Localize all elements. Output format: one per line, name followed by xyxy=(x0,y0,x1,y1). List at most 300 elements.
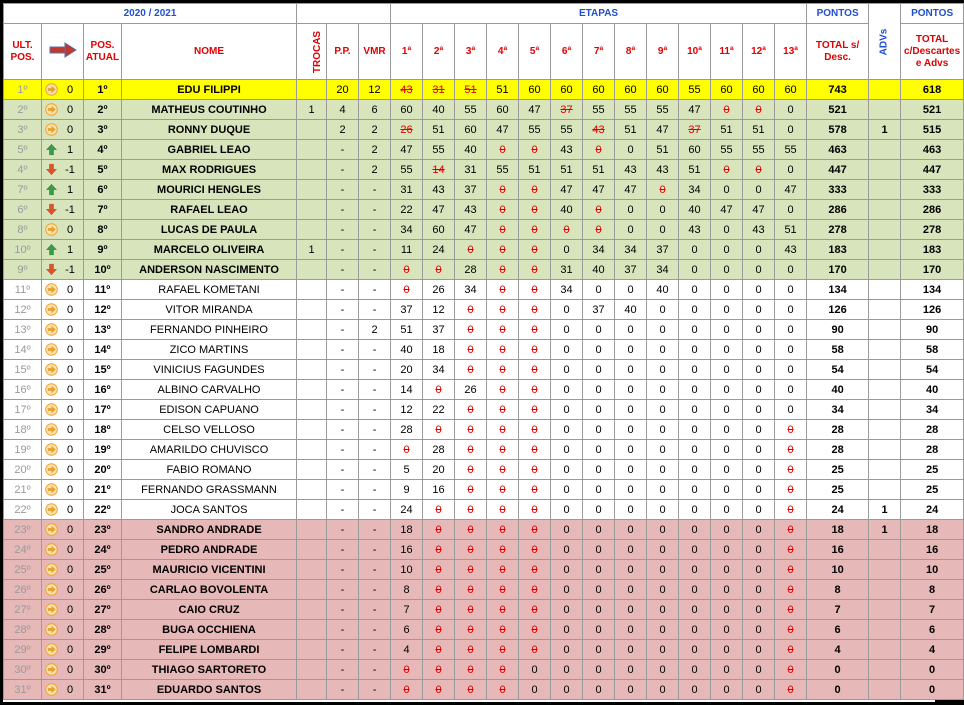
stage-score-cell xyxy=(487,180,519,200)
stage-score-cell xyxy=(775,640,807,660)
trocas-cell xyxy=(297,360,327,380)
change-value: 1 xyxy=(66,243,74,256)
right-arrow-circle-icon xyxy=(45,583,58,596)
stage-score: 0 xyxy=(531,683,538,696)
player-name-cell: FERNANDO PINHEIRO xyxy=(122,320,297,340)
stage-score-cell xyxy=(551,560,583,580)
stage-score-cell xyxy=(647,220,679,240)
right-arrow-circle-icon xyxy=(45,603,58,616)
trocas-cell xyxy=(297,500,327,520)
right-arrow-circle-icon xyxy=(45,643,58,656)
stage-score-cell xyxy=(647,400,679,420)
total-final-cell: 54 xyxy=(901,360,964,380)
stage-score-cell xyxy=(775,380,807,400)
stage-score-cell xyxy=(711,480,743,500)
stage-score: 47 xyxy=(592,183,605,196)
stage-score: 0 xyxy=(755,363,762,376)
stage-score-cell xyxy=(519,240,551,260)
total-final-cell: 447 xyxy=(901,160,964,180)
stage-score-cell xyxy=(519,80,551,100)
stage-score-cell xyxy=(615,380,647,400)
stage-score: 51 xyxy=(560,163,573,176)
stage-score: 0 xyxy=(723,323,730,336)
stage-score: 43 xyxy=(592,123,605,136)
stage-score-cell xyxy=(711,600,743,620)
change-cell xyxy=(42,80,84,100)
stage-score: 60 xyxy=(400,103,413,116)
stage-header: 9ª xyxy=(647,24,679,80)
advs-cell xyxy=(869,160,901,180)
pp-cell: 20 xyxy=(327,80,359,100)
player-name-cell: AMARILDO CHUVISCO xyxy=(122,440,297,460)
stage-score: 0 xyxy=(755,583,762,596)
total-final-cell: 521 xyxy=(901,100,964,120)
stage-score: 40 xyxy=(656,283,669,296)
stage-score: 31 xyxy=(400,183,413,196)
stage-score-cell xyxy=(775,440,807,460)
stage-score-cell xyxy=(551,260,583,280)
stage-score: 55 xyxy=(432,143,445,156)
stage-score: 0 xyxy=(755,383,762,396)
stage-score: 37 xyxy=(624,263,637,276)
stage-score: 0 xyxy=(595,403,602,416)
change-value: 0 xyxy=(66,663,74,676)
right-arrow-circle-icon xyxy=(45,543,58,556)
total-sdesc-cell: 286 xyxy=(807,200,869,220)
stage-score-cell xyxy=(743,140,775,160)
stage-score-cell xyxy=(391,160,423,180)
total-final-cell: 0 xyxy=(901,660,964,680)
stage-score: 0 xyxy=(595,463,602,476)
stage-score: 37 xyxy=(688,123,701,136)
table-row xyxy=(4,220,964,240)
stage-score: 37 xyxy=(592,303,605,316)
pp-cell: - xyxy=(327,220,359,240)
stage-score: 0 xyxy=(787,663,794,676)
current-position-cell: 18º xyxy=(84,420,122,440)
stage-score: 55 xyxy=(592,103,605,116)
last-position-cell: 2º xyxy=(4,100,42,120)
stage-score: 0 xyxy=(467,423,474,436)
stage-score: 34 xyxy=(656,263,669,276)
stage-score: 0 xyxy=(435,423,442,436)
stage-score-cell xyxy=(743,520,775,540)
stage-score-cell xyxy=(487,360,519,380)
stage-score-cell xyxy=(743,680,775,700)
stage-score: 0 xyxy=(659,383,666,396)
change-value: 0 xyxy=(66,443,74,456)
stage-score-cell xyxy=(775,500,807,520)
total-sdesc-cell: 333 xyxy=(807,180,869,200)
stage-score: 0 xyxy=(563,383,570,396)
pp-cell: - xyxy=(327,200,359,220)
stage-score-cell xyxy=(551,620,583,640)
stage-score-cell xyxy=(551,500,583,520)
stage-score-cell xyxy=(679,140,711,160)
stage-score: 0 xyxy=(627,483,634,496)
change-value: 0 xyxy=(66,303,74,316)
change-value: 0 xyxy=(66,483,74,496)
stage-score-cell xyxy=(519,420,551,440)
stage-score-cell xyxy=(583,100,615,120)
stage-score-cell xyxy=(519,520,551,540)
total-final-cell: 18 xyxy=(901,520,964,540)
stage-score-cell xyxy=(583,660,615,680)
right-arrow-circle-icon xyxy=(45,123,58,136)
stage-score: 0 xyxy=(499,403,506,416)
stage-score-cell xyxy=(583,360,615,380)
stage-score: 0 xyxy=(595,323,602,336)
stage-score-cell xyxy=(711,560,743,580)
stage-score-cell xyxy=(551,640,583,660)
total-final-cell: 28 xyxy=(901,440,964,460)
stage-score-cell xyxy=(455,80,487,100)
ranking-table xyxy=(3,3,964,700)
stage-score-cell xyxy=(391,540,423,560)
stage-score: 0 xyxy=(531,183,538,196)
stage-score: 0 xyxy=(499,583,506,596)
stage-score-cell xyxy=(647,160,679,180)
stage-score-cell xyxy=(519,400,551,420)
stage-score-cell xyxy=(455,320,487,340)
change-cell xyxy=(42,180,84,200)
stage-score: 0 xyxy=(787,463,794,476)
pp-cell: - xyxy=(327,680,359,700)
stage-score-cell xyxy=(647,640,679,660)
stage-score: 0 xyxy=(499,363,506,376)
table-row xyxy=(4,400,964,420)
stage-score: 47 xyxy=(432,203,445,216)
right-arrow-circle-icon xyxy=(45,523,58,536)
stage-score: 0 xyxy=(595,203,602,216)
stage-score-cell xyxy=(487,580,519,600)
stage-score: 0 xyxy=(403,263,410,276)
stage-score-cell xyxy=(615,600,647,620)
trocas-cell xyxy=(297,380,327,400)
stage-score: 0 xyxy=(563,463,570,476)
stage-score-cell xyxy=(391,460,423,480)
change-cell xyxy=(42,440,84,460)
stage-score: 40 xyxy=(688,203,701,216)
vmr-cell: - xyxy=(359,240,391,260)
trocas-cell xyxy=(297,560,327,580)
stage-score: 7 xyxy=(403,603,410,616)
stage-score: 0 xyxy=(435,583,442,596)
last-position-cell: 27º xyxy=(4,600,42,620)
stage-score: 0 xyxy=(787,563,794,576)
stage-score: 0 xyxy=(563,663,570,676)
stage-score-cell xyxy=(775,660,807,680)
stage-score-cell xyxy=(423,280,455,300)
stage-score: 34 xyxy=(432,363,445,376)
current-position-cell: 9º xyxy=(84,240,122,260)
stage-score-cell xyxy=(711,340,743,360)
stage-score-cell xyxy=(775,580,807,600)
advs-header: ADVs xyxy=(869,4,901,80)
stage-score-cell xyxy=(551,200,583,220)
stage-score: 0 xyxy=(787,403,794,416)
stage-header: 12ª xyxy=(743,24,775,80)
current-position-cell: 20º xyxy=(84,460,122,480)
stage-score-cell xyxy=(455,180,487,200)
stage-score-cell xyxy=(743,220,775,240)
stage-score: 0 xyxy=(659,623,666,636)
stage-score: 51 xyxy=(528,163,541,176)
stage-score-cell xyxy=(711,280,743,300)
stage-score: 0 xyxy=(659,303,666,316)
stage-score-cell xyxy=(711,220,743,240)
stage-score-cell xyxy=(487,500,519,520)
last-position-cell: 3º xyxy=(4,120,42,140)
stage-score-cell xyxy=(519,600,551,620)
stage-score-cell xyxy=(679,580,711,600)
stage-score: 0 xyxy=(467,343,474,356)
last-position-cell: 24º xyxy=(4,540,42,560)
stage-score: 0 xyxy=(691,443,698,456)
total-sdesc-cell: 40 xyxy=(807,380,869,400)
stage-score-cell xyxy=(487,340,519,360)
stage-score: 0 xyxy=(435,543,442,556)
stage-score: 0 xyxy=(659,543,666,556)
stage-score-cell xyxy=(615,220,647,240)
stage-score-cell xyxy=(551,240,583,260)
stage-score: 0 xyxy=(403,443,410,456)
total-sdesc-cell: 463 xyxy=(807,140,869,160)
player-name-cell: VINICIUS FAGUNDES xyxy=(122,360,297,380)
stage-score: 40 xyxy=(592,263,605,276)
stage-score-cell xyxy=(551,360,583,380)
stage-score-cell xyxy=(455,480,487,500)
total-sdesc-cell: 126 xyxy=(807,300,869,320)
advs-cell xyxy=(869,220,901,240)
stage-score: 0 xyxy=(723,163,730,176)
total-final-cell: 25 xyxy=(901,480,964,500)
stage-score: 0 xyxy=(627,663,634,676)
player-name-cell: CAIO CRUZ xyxy=(122,600,297,620)
stage-score-cell xyxy=(455,340,487,360)
stage-score-cell xyxy=(391,360,423,380)
stage-score-cell xyxy=(583,160,615,180)
table-row xyxy=(4,200,964,220)
stage-score-cell xyxy=(775,100,807,120)
table-row xyxy=(4,520,964,540)
last-position-cell: 6º xyxy=(4,200,42,220)
total-final-cell: 278 xyxy=(901,220,964,240)
pp-cell: - xyxy=(327,540,359,560)
total-final-cell: 58 xyxy=(901,340,964,360)
stage-score-cell xyxy=(679,320,711,340)
stage-score-cell xyxy=(775,140,807,160)
stage-score-cell xyxy=(519,660,551,680)
stage-score: 0 xyxy=(403,663,410,676)
current-position-cell: 22º xyxy=(84,500,122,520)
trocas-cell xyxy=(297,540,327,560)
stage-score-cell xyxy=(583,120,615,140)
stage-score: 0 xyxy=(563,563,570,576)
stage-score-cell xyxy=(775,180,807,200)
stage-score: 0 xyxy=(563,623,570,636)
trocas-cell xyxy=(297,340,327,360)
stage-score: 0 xyxy=(723,423,730,436)
table-row xyxy=(4,620,964,640)
current-position-cell: 31º xyxy=(84,680,122,700)
stage-score-cell xyxy=(583,500,615,520)
stage-score-cell xyxy=(679,620,711,640)
stage-score-cell xyxy=(711,460,743,480)
stage-score-cell xyxy=(583,600,615,620)
stage-score-cell xyxy=(455,160,487,180)
stage-score-cell xyxy=(743,120,775,140)
table-row xyxy=(4,680,964,700)
pp-cell: - xyxy=(327,460,359,480)
pontos-header: PONTOS xyxy=(807,4,869,24)
stage-score-cell xyxy=(711,240,743,260)
stage-score-cell xyxy=(615,620,647,640)
last-position-cell: 14º xyxy=(4,340,42,360)
pp-cell: - xyxy=(327,520,359,540)
stage-score-cell xyxy=(711,140,743,160)
table-row xyxy=(4,640,964,660)
stage-score: 12 xyxy=(400,403,413,416)
stage-score-cell xyxy=(391,500,423,520)
stage-score: 0 xyxy=(659,523,666,536)
advs-cell: 1 xyxy=(869,120,901,140)
stage-score-cell xyxy=(647,180,679,200)
stage-score-cell xyxy=(455,360,487,380)
stage-score: 0 xyxy=(595,663,602,676)
last-position-cell: 15º xyxy=(4,360,42,380)
trocas-cell xyxy=(297,600,327,620)
stage-score-cell xyxy=(679,600,711,620)
stage-score-cell xyxy=(743,600,775,620)
vmr-header: VMR xyxy=(359,24,391,80)
stage-score-cell xyxy=(423,500,455,520)
stage-score: 0 xyxy=(531,623,538,636)
change-cell xyxy=(42,500,84,520)
pp-cell: - xyxy=(327,140,359,160)
stage-score: 0 xyxy=(723,683,730,696)
stage-score-cell xyxy=(775,360,807,380)
stage-score: 0 xyxy=(691,263,698,276)
stage-score: 0 xyxy=(723,543,730,556)
stage-score-cell xyxy=(775,260,807,280)
change-value: 0 xyxy=(66,503,74,516)
stage-score: 0 xyxy=(627,403,634,416)
stage-score: 37 xyxy=(432,323,445,336)
stage-score: 4 xyxy=(403,643,410,656)
stage-score-cell xyxy=(679,660,711,680)
stage-score: 0 xyxy=(755,523,762,536)
stage-score: 0 xyxy=(499,423,506,436)
stage-score: 0 xyxy=(787,583,794,596)
stage-score-cell xyxy=(583,640,615,660)
stage-score-cell xyxy=(615,200,647,220)
stage-score-cell xyxy=(743,440,775,460)
last-position-cell: 16º xyxy=(4,380,42,400)
total-final-cell: 28 xyxy=(901,420,964,440)
player-name-cell: PEDRO ANDRADE xyxy=(122,540,297,560)
right-arrow-circle-icon xyxy=(45,383,58,396)
stage-score: 0 xyxy=(755,103,762,116)
stage-score: 0 xyxy=(691,363,698,376)
last-position-cell: 10º xyxy=(4,240,42,260)
stage-score: 0 xyxy=(627,523,634,536)
stage-score-cell xyxy=(615,300,647,320)
stage-score-cell xyxy=(679,280,711,300)
change-cell xyxy=(42,680,84,700)
stage-score-cell xyxy=(487,240,519,260)
advs-cell xyxy=(869,480,901,500)
total-sdesc-cell: 54 xyxy=(807,360,869,380)
stage-score-cell xyxy=(679,120,711,140)
trocas-cell xyxy=(297,640,327,660)
stage-score: 43 xyxy=(560,143,573,156)
stage-score: 0 xyxy=(755,663,762,676)
stage-score: 0 xyxy=(531,283,538,296)
stage-score: 51 xyxy=(720,123,733,136)
stage-score-cell xyxy=(775,200,807,220)
stage-score-cell xyxy=(775,540,807,560)
stage-score: 0 xyxy=(563,423,570,436)
stage-score-cell xyxy=(487,320,519,340)
stage-score: 0 xyxy=(467,323,474,336)
stage-score-cell xyxy=(711,100,743,120)
change-cell xyxy=(42,300,84,320)
vmr-cell: - xyxy=(359,280,391,300)
stage-score-cell xyxy=(519,120,551,140)
stage-score: 0 xyxy=(755,283,762,296)
stage-score: 0 xyxy=(531,483,538,496)
stage-score-cell xyxy=(711,640,743,660)
stage-score-cell xyxy=(391,600,423,620)
right-arrow-circle-icon xyxy=(45,403,58,416)
stage-score: 0 xyxy=(563,363,570,376)
change-value: 1 xyxy=(66,143,74,156)
last-position-cell: 5º xyxy=(4,140,42,160)
stage-score: 11 xyxy=(400,243,413,256)
stage-score-cell xyxy=(711,620,743,640)
stage-score-cell xyxy=(391,560,423,580)
stage-score-cell xyxy=(615,480,647,500)
stage-score-cell xyxy=(711,440,743,460)
stage-score-cell xyxy=(391,440,423,460)
stage-score: 0 xyxy=(755,483,762,496)
stage-score-cell xyxy=(679,440,711,460)
stage-score-cell xyxy=(423,120,455,140)
stage-score: 0 xyxy=(787,283,794,296)
change-cell xyxy=(42,280,84,300)
last-position-cell: 25º xyxy=(4,560,42,580)
player-name-cell: CARLAO BOVOLENTA xyxy=(122,580,297,600)
change-cell xyxy=(42,260,84,280)
stage-score-cell xyxy=(551,140,583,160)
pp-cell: - xyxy=(327,420,359,440)
trocas-cell xyxy=(297,300,327,320)
stage-score-cell xyxy=(679,560,711,580)
stage-score-cell xyxy=(487,380,519,400)
stage-score: 0 xyxy=(691,323,698,336)
change-cell xyxy=(42,580,84,600)
stage-score-cell xyxy=(647,680,679,700)
vmr-cell: - xyxy=(359,420,391,440)
vmr-cell: - xyxy=(359,580,391,600)
total-sdesc-cell: 90 xyxy=(807,320,869,340)
stage-score: 0 xyxy=(563,343,570,356)
total-final-cell: 24 xyxy=(901,500,964,520)
stage-score-cell xyxy=(551,660,583,680)
stage-score-cell xyxy=(391,180,423,200)
stage-score-cell xyxy=(775,160,807,180)
